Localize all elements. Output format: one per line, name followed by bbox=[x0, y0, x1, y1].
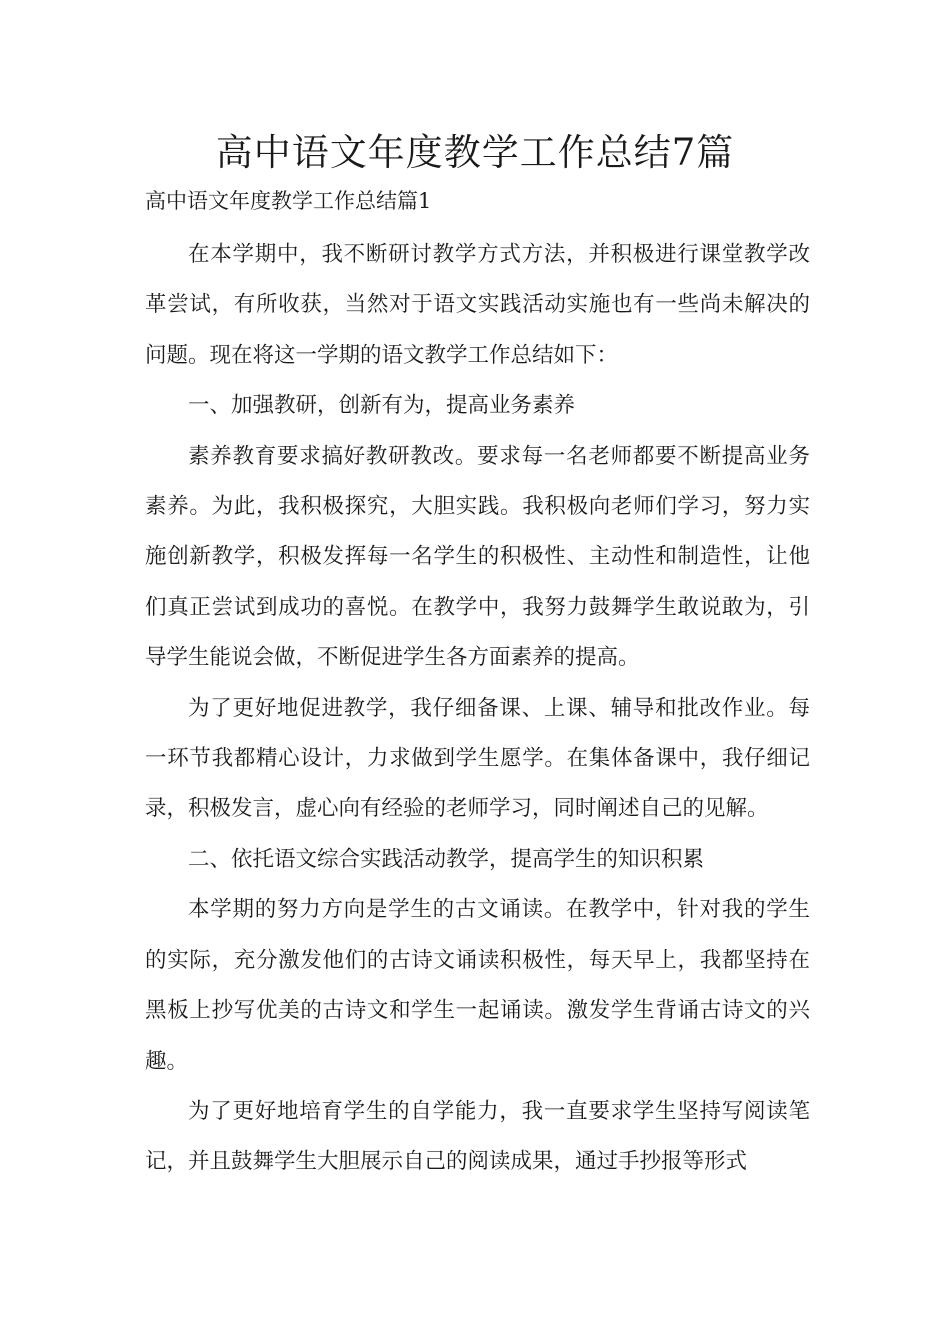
document-title: 高中语文年度教学工作总结7篇 bbox=[215, 131, 735, 174]
paragraph: 为了更好地培育学生的自学能力，我一直要求学生坚持写阅读笔记，并且鼓舞学生大胆展示自己的阅读成果，通过手抄报等形式 bbox=[145, 1098, 810, 1175]
paragraph: 为了更好地促进教学，我仔细备课、上课、辅导和批改作业。每一环节我都精心设计，力求做到学生愿学。在集体备课中，我仔细记录，积极发言，虚心向有经验的老师学习，同时阐述自己的见解。 bbox=[145, 695, 810, 822]
paragraph: 本学期的努力方向是学生的古文诵读。在教学中，针对我的学生的实际，充分激发他们的古诗文诵读积极性，每天早上，我都坚持在黑板上抄写优美的古诗文和学生一起诵读。激发学生背诵古诗文的兴趣。 bbox=[145, 897, 810, 1074]
paragraph: 在本学期中，我不断研讨教学方式方法，并积极进行课堂教学改革尝试，有所收获，当然对于语文实践活动实施也有一些尚未解决的问题。现在将这一学期的语文教学工作总结如下： bbox=[145, 242, 810, 368]
section-heading-1: 一、加强教研，创新有为，提高业务素养 bbox=[188, 393, 576, 419]
document-body bbox=[145, 230, 810, 1188]
section-heading: 高中语文年度教学工作总结篇1 bbox=[145, 189, 432, 213]
section-heading-2: 二、依托语文综合实践活动教学，提高学生的知识积累 bbox=[188, 846, 705, 872]
paragraph: 素养教育要求搞好教研教改。要求每一名老师都要不断提高业务素养。为此，我积极探究，大胆实践。我积极向老师们学习，努力实施创新教学，积极发挥每一名学生的积极性、主动性和制造性，让他们真正尝试到成功的喜悦。在教学中，我努力鼓舞学生敢说敢为，引导学生能说会做，不断促进学生各方面素养的提高。 bbox=[145, 443, 810, 671]
